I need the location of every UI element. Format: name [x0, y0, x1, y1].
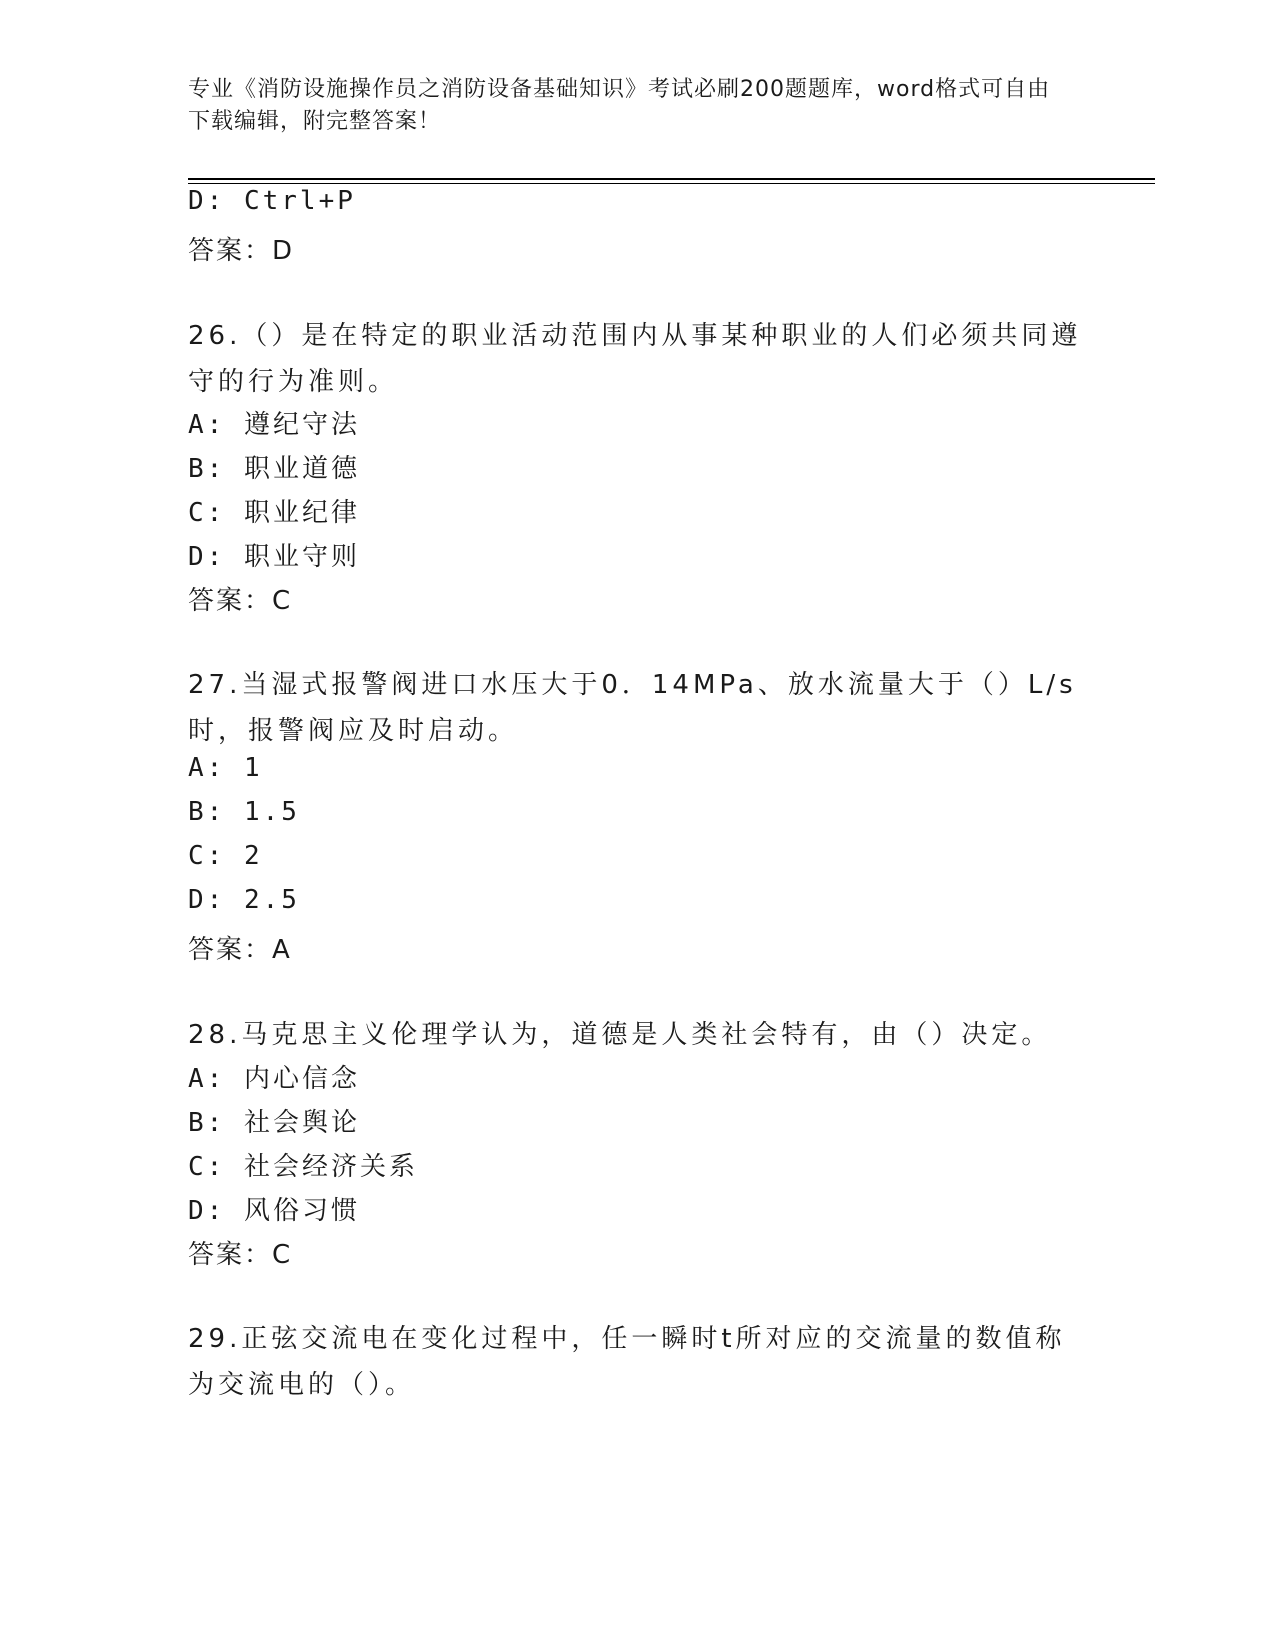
q26-option-a: A: 遵纪守法 — [188, 410, 360, 440]
q25-option-d: D: Ctrl+P — [188, 186, 356, 216]
q25-answer: 答案：D — [188, 236, 295, 266]
q28-option-d: D: 风俗习惯 — [188, 1196, 360, 1226]
q26-option-c: C: 职业纪律 — [188, 498, 360, 528]
document-header: 专业《消防设施操作员之消防设备基础知识》考试必刷200题题库，word格式可自由下载编辑，附完整答案！ — [188, 77, 1051, 134]
header-divider-thin — [188, 183, 1155, 184]
q28-option-c: C: 社会经济关系 — [188, 1152, 418, 1182]
q28-option-a: A: 内心信念 — [188, 1064, 360, 1094]
q27-stem: 27.当湿式报警阀进口水压大于0．14MPa、放水流量大于（）L/s时，报警阀应及时启动。 — [188, 670, 1077, 746]
header-divider — [188, 178, 1155, 180]
q27-option-b: B: 1.5 — [188, 797, 300, 827]
q27-option-a: A: 1 — [188, 753, 263, 783]
q27-answer: 答案：A — [188, 935, 292, 965]
q26-option-d: D: 职业守则 — [188, 542, 360, 572]
q26-option-b: B: 职业道德 — [188, 454, 360, 484]
q26-answer: 答案：C — [188, 586, 293, 616]
q28-answer: 答案：C — [188, 1240, 293, 1270]
q28-stem: 28.马克思主义伦理学认为，道德是人类社会特有，由（）决定。 — [188, 1020, 1052, 1050]
q26-stem: 26.（）是在特定的职业活动范围内从事某种职业的人们必须共同遵守的行为准则。 — [188, 321, 1082, 397]
q29-stem: 29.正弦交流电在变化过程中，任一瞬时t所对应的交流量的数值称为交流电的（）。 — [188, 1324, 1066, 1400]
q27-option-d: D: 2.5 — [188, 885, 300, 915]
q27-option-c: C: 2 — [188, 841, 263, 871]
q28-option-b: B: 社会舆论 — [188, 1108, 360, 1138]
